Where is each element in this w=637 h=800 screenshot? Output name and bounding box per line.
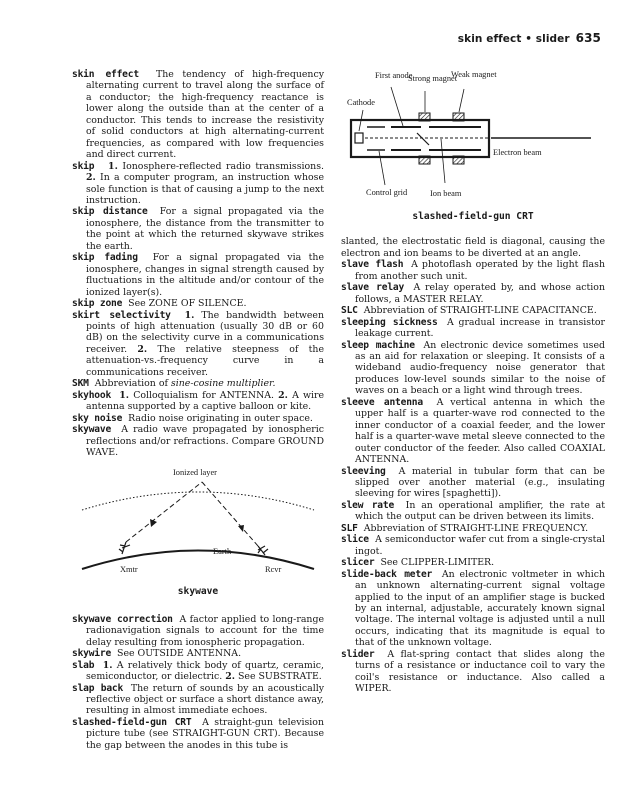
entry-slave-relay: slave relay A relay operated by, and whose action follows, a MASTER RELAY. [341,282,605,305]
entry-skip: skip 1. Ionosphere-reflected radio transmissions. 2. In a computer program, an instruction whose sole function is that of causing a jump to the next instruction. [72,160,324,206]
entry-slashed-field-gun-crt: slashed-field-gun CRT A straight-gun television picture tube (see STRAIGHT-GUN CRT). Because the gap between the anodes in this tube is [72,716,324,751]
skywave-diagram [72,464,324,592]
entry-slap-back: slap back The return of sounds by an acoustically reflective object or surface a short distance away, resulting in almost immediate echoes. [72,682,324,717]
entry-skm: SKM Abbreviation of sine-cosine multiplier. [72,378,276,390]
right-column [341,69,605,695]
skywave-down-ray [202,482,258,546]
label-weak-magnet: Weak magnet [451,70,497,79]
entry-skirt-selectivity: skirt selectivity 1. The bandwidth between points of high attenuation (usually 30 dB or 60 dB) on the selectivity curve in a communications receiver. 2. The relative steepness of the attenuation-vs.-frequency curve in a communications receiver. [72,309,324,378]
entry-skywave-correction: skywave correction A factor applied to long-range radionavigation signals to account for the time delay resulting from ionospheric propagation. [72,613,324,648]
label-ionized-layer: Ionized layer [173,468,217,478]
skywave-up-ray [126,482,202,542]
weak-magnet-top [453,113,464,121]
label-first-anode: First anode [375,71,413,80]
entry-slab: slab 1. A relatively thick body of quartz, ceramic, semiconductor, or dielectric. 2. See SUBSTRATE. [72,659,325,683]
entry-skip-fading: skip fading For a signal propagated via the ionosphere, changes in signal strength caused by fluctuations in the altitude and/or contour of the ionized layer(s). [72,252,324,298]
label-rcvr: Rcvr [265,565,282,575]
entry-slf: SLF Abbreviation of STRAIGHT-LINE FREQUENCY. [341,522,589,534]
receiver-antenna-icon [258,546,268,555]
weak-magnet-bottom [453,156,464,164]
entry-slc: SLC Abbreviation of STRAIGHT-LINE CAPACITANCE. [341,305,597,317]
strong-magnet-bottom [419,156,430,164]
entry-skyhook: skyhook 1. Colloquialism for ANTENNA. 2. A wire antenna supported by a captive balloon or kite. [72,389,325,413]
entry-slide-back-meter: slide-back meter An electronic voltmeter in which an unknown alternating-current signal voltage applied to the input of an amplifier stage is bucked by an internal, adjustable, accurately known signal voltage. The internal voltage is adjusted until a null occurs, indicating that its magnitude is equal to that of the unknown voltage. [341,568,605,649]
label-control-grid: Control grid [366,188,408,197]
crt-caption: slashed-field-gun CRT [412,211,534,222]
entry-slicer: slicer See CLIPPER-LIMITER. [341,557,495,569]
entry-slave-flash: slave flash A photoflash operated by the light flash from another such unit. [341,259,605,282]
label-strong-magnet: Strong magnet [408,74,458,83]
entry-slice: slice A semiconductor wafer cut from a single-crystal ingot. [341,534,605,557]
cathode-element [355,133,363,143]
transmitter-antenna-icon [119,542,130,554]
page-number: 635 [575,31,601,45]
ionized-layer-curve [82,492,314,510]
entry-slider: slider A flat-spring contact that slides along the turns of a resistance or inductance coil to vary the coil's resistance or inductance. Also called a WIPER. [341,648,605,695]
entry-sleep-machine: sleep machine An electronic device sometimes used as an aid for relaxation or sleeping. It consists of a wideband audio-frequency noise generator that produces low-level sounds similar to the noise of waves on a beach or a light wind through trees. [341,339,606,397]
continuation-text: slanted, the electrostatic field is diagonal, causing the electron and ion beams to be diverted at an angle. [341,236,605,259]
running-header [458,31,601,45]
entry-sleeping-sickness: sleeping sickness A gradual increase in transistor leakage current. [341,316,605,340]
crt-diagram [341,67,605,207]
label-xmtr: Xmtr [120,565,138,575]
entry-sky-noise: sky noise Radio noise originating in outer space. [72,412,313,424]
label-ion-beam: Ion beam [430,189,462,198]
entry-skip-distance: skip distance For a signal propagated via the ionosphere, the distance from the transmitter to the point at which the returned skywave strikes the earth. [72,206,324,252]
label-earth: Earth [213,547,232,557]
skywave-caption: skywave [177,586,219,598]
running-title: skin effect • slider [457,33,570,45]
strong-magnet-top [419,113,430,121]
skywave-figure [72,464,324,597]
down-arrowhead [238,525,244,532]
crt-figure [341,67,605,222]
entry-skywire: skywire See OUTSIDE ANTENNA. [72,648,242,660]
left-column [72,69,324,751]
entry-sleeve-antenna: sleeve antenna A vertical antenna in which the upper half is a quarter-wave rod connected to the inner conductor of a coaxial feeder, and the lower half is a quarter-wave metal sleeve connected to the outer conductor of the feeder. Also called COAXIAL ANTENNA. [341,396,605,466]
entry-skywave: skywave A radio wave propagated by ionospheric reflections and/or refractions. Compare GROUND WAVE. [72,424,324,458]
entry-sleeving: sleeving A material in tubular form that can be slipped over another material (e.g., insulating sleeving for wires [spaghetti]). [341,465,605,500]
label-electron-beam: Electron beam [493,148,542,157]
entry-skip-zone: skip zone See ZONE OF SILENCE. [72,298,247,310]
label-cathode: Cathode [347,98,375,107]
entry-slew-rate: slew rate In an operational amplifier, the rate at which the output can be driven between its limits. [341,499,605,523]
entry-skin-effect: skin effect The tendency of high-frequency alternating current to travel along the surface of a conductor; the high-frequency reactance is lower along the outside than at the center of a conductor. This tends to increase the resistivity of solid conductors at high alternating-current frequencies, as compared with low frequencies and direct current. [72,69,324,161]
